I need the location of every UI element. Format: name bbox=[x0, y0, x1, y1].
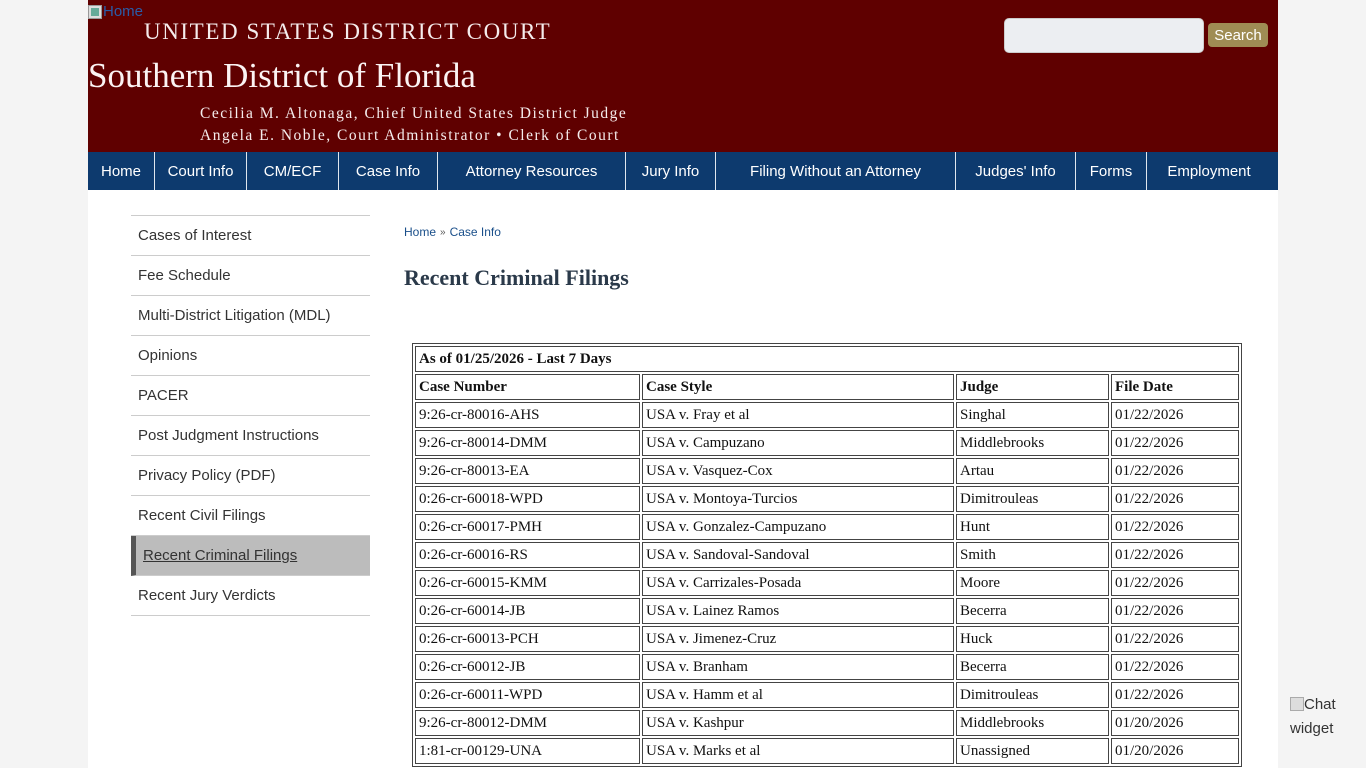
breadcrumb-home[interactable]: Home bbox=[404, 225, 437, 239]
court-administrator: Angela E. Noble, Court Administrator • Clerk of Court bbox=[200, 127, 620, 144]
case-style-cell: USA v. Jimenez-Cruz bbox=[642, 626, 954, 652]
chief-judge: Cecilia M. Altonaga, Chief United States District Judge bbox=[200, 105, 628, 122]
case-style-cell: USA v. Vasquez-Cox bbox=[642, 458, 954, 484]
chat-icon bbox=[1290, 697, 1304, 711]
table-row bbox=[415, 430, 1239, 456]
case-style-cell: USA v. Kashpur bbox=[642, 710, 954, 736]
case-style-cell: USA v. Campuzano bbox=[642, 430, 954, 456]
case-style-cell: USA v. Montoya-Turcios bbox=[642, 486, 954, 512]
case-number-cell: 9:26-cr-80013-EA bbox=[415, 458, 640, 484]
sidebar-item-fee-schedule[interactable]: Fee Schedule bbox=[131, 256, 370, 296]
filings-table bbox=[412, 343, 1242, 767]
table-row bbox=[415, 738, 1239, 764]
case-style-cell: USA v. Sandoval-Sandoval bbox=[642, 542, 954, 568]
nav-item-forms[interactable]: Forms bbox=[1076, 152, 1147, 190]
file-date-cell: 01/22/2026 bbox=[1111, 430, 1239, 456]
sidebar-item-multi-district-litigation-mdl[interactable]: Multi-District Litigation (MDL) bbox=[131, 296, 370, 336]
table-row bbox=[415, 626, 1239, 652]
nav-item-court-info[interactable]: Court Info bbox=[155, 152, 247, 190]
chat-widget[interactable] bbox=[1290, 693, 1360, 741]
judge-cell: Middlebrooks bbox=[956, 710, 1109, 736]
table-body bbox=[415, 402, 1239, 764]
header-judge: Judge bbox=[956, 374, 1109, 400]
table-caption-row bbox=[415, 346, 1239, 372]
sidebar-item-privacy-policy-pdf[interactable]: Privacy Policy (PDF) bbox=[131, 456, 370, 496]
broken-image-icon bbox=[88, 5, 102, 19]
case-style-cell: USA v. Fray et al bbox=[642, 402, 954, 428]
sidebar-item-cases-of-interest[interactable]: Cases of Interest bbox=[131, 216, 370, 256]
search-button[interactable]: Search bbox=[1208, 23, 1268, 47]
file-date-cell: 01/22/2026 bbox=[1111, 570, 1239, 596]
breadcrumb-case-info[interactable]: Case Info bbox=[449, 225, 501, 239]
judge-cell: Unassigned bbox=[956, 738, 1109, 764]
case-style-cell: USA v. Hamm et al bbox=[642, 682, 954, 708]
file-date-cell: 01/22/2026 bbox=[1111, 654, 1239, 680]
case-number-cell: 0:26-cr-60012-JB bbox=[415, 654, 640, 680]
sidebar-item-recent-civil-filings[interactable]: Recent Civil Filings bbox=[131, 496, 370, 536]
table-row bbox=[415, 682, 1239, 708]
judge-cell: Middlebrooks bbox=[956, 430, 1109, 456]
nav-item-employment[interactable]: Employment bbox=[1167, 162, 1251, 180]
header-file-date: File Date bbox=[1111, 374, 1239, 400]
judge-cell: Singhal bbox=[956, 402, 1109, 428]
case-number-cell: 0:26-cr-60018-WPD bbox=[415, 486, 640, 512]
chat-widget-alt: Chat widget bbox=[1290, 696, 1336, 737]
logo-alt-text: Home bbox=[103, 3, 144, 20]
nav-item-home[interactable]: Home bbox=[88, 152, 155, 190]
case-number-cell: 9:26-cr-80014-DMM bbox=[415, 430, 640, 456]
file-date-cell: 01/22/2026 bbox=[1111, 402, 1239, 428]
table-row bbox=[415, 514, 1239, 540]
table-row bbox=[415, 486, 1239, 512]
table-row bbox=[415, 710, 1239, 736]
table-row bbox=[415, 542, 1239, 568]
case-number-cell: 9:26-cr-80016-AHS bbox=[415, 402, 640, 428]
sidebar-item-recent-jury-verdicts[interactable]: Recent Jury Verdicts bbox=[131, 576, 370, 616]
file-date-cell: 01/22/2026 bbox=[1111, 682, 1239, 708]
sidebar-item-opinions[interactable]: Opinions bbox=[131, 336, 370, 376]
district-name: Southern District of Florida bbox=[88, 56, 476, 95]
file-date-cell: 01/22/2026 bbox=[1111, 542, 1239, 568]
judge-cell: Dimitrouleas bbox=[956, 486, 1109, 512]
judge-cell: Hunt bbox=[956, 514, 1109, 540]
case-number-cell: 0:26-cr-60014-JB bbox=[415, 598, 640, 624]
table-header-row bbox=[415, 374, 1239, 400]
case-number-cell: 0:26-cr-60013-PCH bbox=[415, 626, 640, 652]
sidebar-item-pacer[interactable]: PACER bbox=[131, 376, 370, 416]
file-date-cell: 01/22/2026 bbox=[1111, 626, 1239, 652]
search-input[interactable] bbox=[1004, 18, 1204, 53]
case-style-cell: USA v. Carrizales-Posada bbox=[642, 570, 954, 596]
breadcrumb-separator: » bbox=[440, 226, 446, 238]
table-row bbox=[415, 570, 1239, 596]
file-date-cell: 01/22/2026 bbox=[1111, 486, 1239, 512]
nav-item-judges-info[interactable]: Judges' Info bbox=[956, 152, 1076, 190]
case-style-cell: USA v. Gonzalez-Campuzano bbox=[642, 514, 954, 540]
judge-cell: Dimitrouleas bbox=[956, 682, 1109, 708]
case-number-cell: 1:81-cr-00129-UNA bbox=[415, 738, 640, 764]
filings-table-container bbox=[412, 343, 1242, 767]
judge-cell: Moore bbox=[956, 570, 1109, 596]
nav-item-filing-without-an-attorney[interactable]: Filing Without an Attorney bbox=[716, 152, 956, 190]
file-date-cell: 01/20/2026 bbox=[1111, 710, 1239, 736]
site-header bbox=[88, 0, 1278, 152]
case-number-cell: 0:26-cr-60015-KMM bbox=[415, 570, 640, 596]
main-nav bbox=[88, 152, 1278, 190]
home-logo-link[interactable] bbox=[88, 3, 143, 20]
table-row bbox=[415, 654, 1239, 680]
table-row bbox=[415, 402, 1239, 428]
nav-item-case-info[interactable]: Case Info bbox=[339, 152, 438, 190]
breadcrumb bbox=[404, 225, 501, 239]
file-date-cell: 01/20/2026 bbox=[1111, 738, 1239, 764]
case-number-cell: 9:26-cr-80012-DMM bbox=[415, 710, 640, 736]
file-date-cell: 01/22/2026 bbox=[1111, 458, 1239, 484]
page-title: Recent Criminal Filings bbox=[404, 265, 629, 290]
sidebar-menu bbox=[131, 215, 370, 616]
file-date-cell: 01/22/2026 bbox=[1111, 598, 1239, 624]
judge-cell: Artau bbox=[956, 458, 1109, 484]
table-row bbox=[415, 598, 1239, 624]
nav-item-cm-ecf[interactable]: CM/ECF bbox=[247, 152, 339, 190]
judge-cell: Becerra bbox=[956, 654, 1109, 680]
file-date-cell: 01/22/2026 bbox=[1111, 514, 1239, 540]
judge-cell: Becerra bbox=[956, 598, 1109, 624]
table-caption: As of 01/25/2026 - Last 7 Days bbox=[415, 346, 1239, 372]
case-number-cell: 0:26-cr-60017-PMH bbox=[415, 514, 640, 540]
case-number-cell: 0:26-cr-60016-RS bbox=[415, 542, 640, 568]
header-case-style: Case Style bbox=[642, 374, 954, 400]
table-row bbox=[415, 458, 1239, 484]
header-case-number: Case Number bbox=[415, 374, 640, 400]
judge-cell: Smith bbox=[956, 542, 1109, 568]
sidebar-item-post-judgment-instructions[interactable]: Post Judgment Instructions bbox=[131, 416, 370, 456]
judge-cell: Huck bbox=[956, 626, 1109, 652]
sidebar-item-recent-criminal-filings[interactable]: Recent Criminal Filings bbox=[131, 536, 370, 576]
nav-item-jury-info[interactable]: Jury Info bbox=[626, 152, 716, 190]
case-style-cell: USA v. Branham bbox=[642, 654, 954, 680]
case-number-cell: 0:26-cr-60011-WPD bbox=[415, 682, 640, 708]
case-style-cell: USA v. Lainez Ramos bbox=[642, 598, 954, 624]
case-style-cell: USA v. Marks et al bbox=[642, 738, 954, 764]
page bbox=[88, 0, 1278, 768]
court-name: UNITED STATES DISTRICT COURT bbox=[144, 19, 552, 44]
nav-item-attorney-resources[interactable]: Attorney Resources bbox=[438, 152, 626, 190]
